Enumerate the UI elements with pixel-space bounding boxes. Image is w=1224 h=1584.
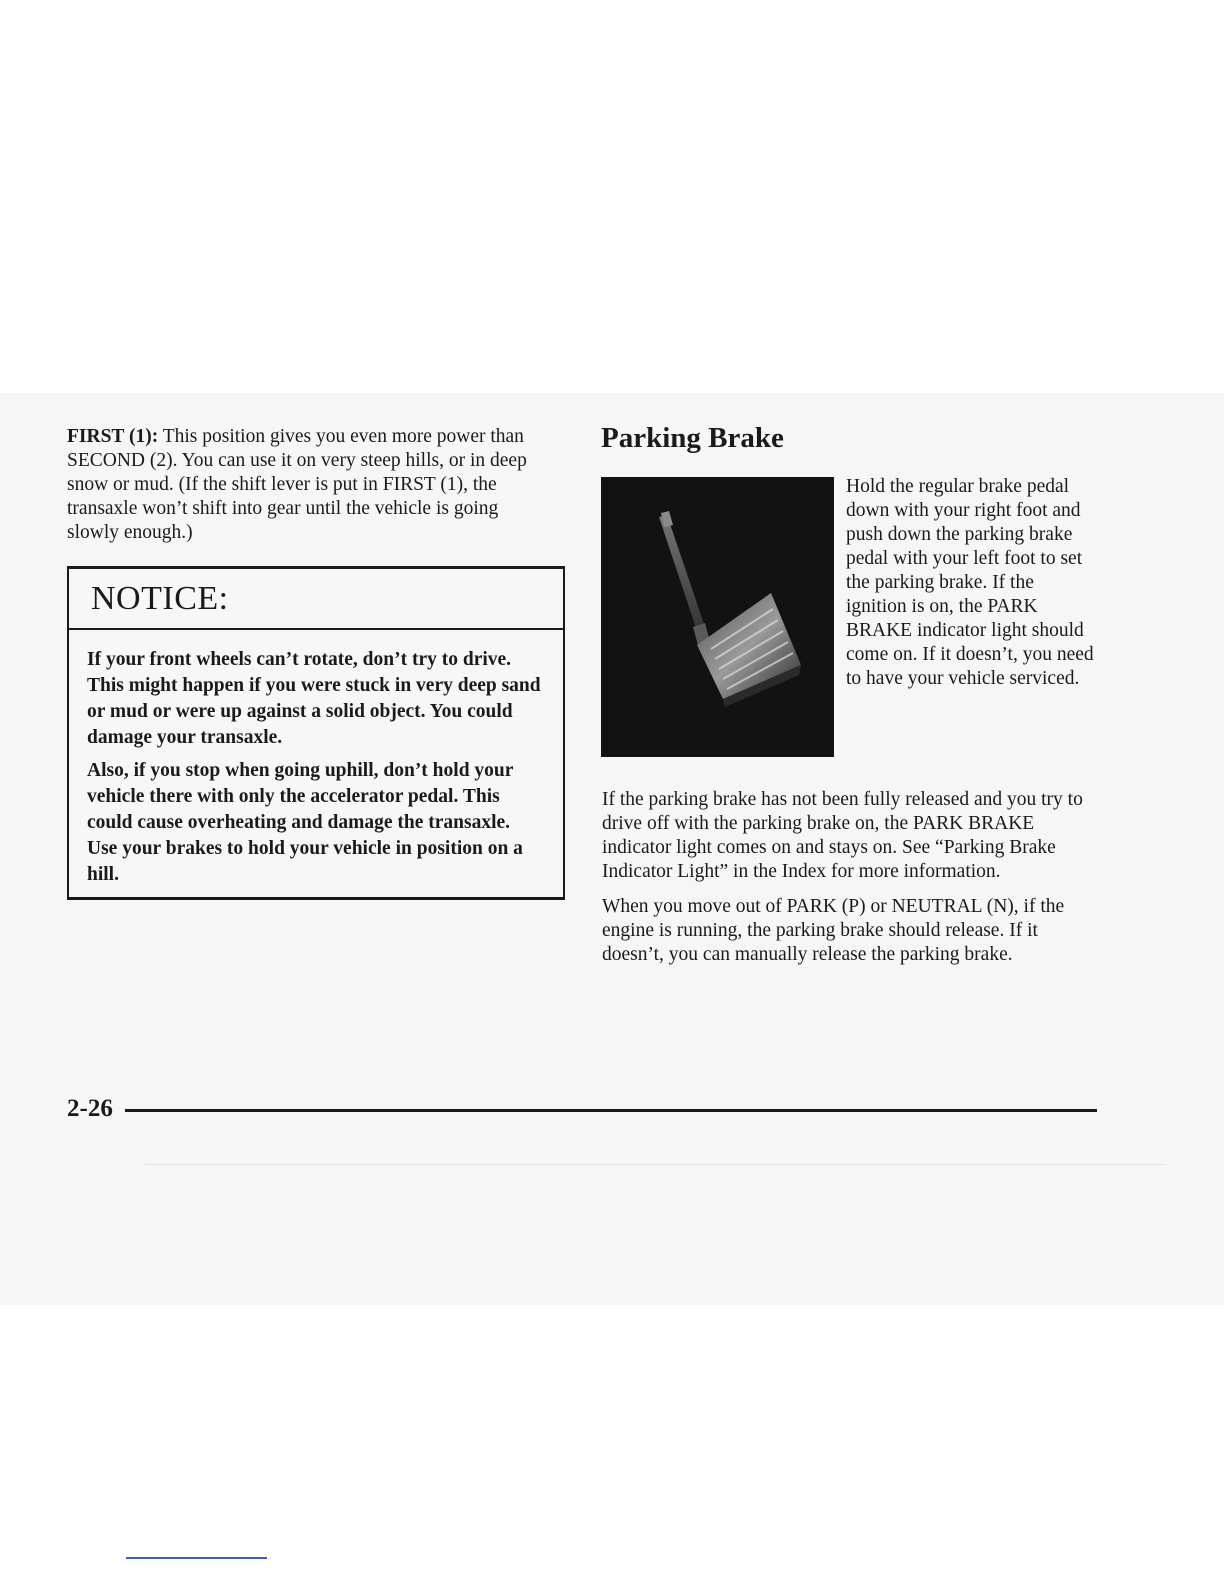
- faint-scan-line: [145, 1164, 1165, 1165]
- page-number: 2-26: [67, 1095, 113, 1122]
- bottom-link-underline: [126, 1557, 267, 1559]
- first-position-text: This position gives you even more power than SECOND (2). You can use it on very steep hills, or in deep snow or mud. (If the shift lever is put in FIRST (1), the transaxle won’t shift into gear until the vehicle is going slowly enough.): [67, 426, 527, 543]
- parking-brake-pedal-photo: [601, 477, 834, 757]
- notice-header: [69, 569, 563, 630]
- notice-paragraph-1: If your front wheels can’t rotate, don’t try to drive. This might happen if you were stuck in very deep sand or mud or were up against a solid object. You could damage your transaxle.: [87, 649, 541, 748]
- notice-title: NOTICE:: [91, 579, 229, 617]
- notice-box: [67, 566, 565, 900]
- parking-brake-paragraph-1: If the parking brake has not been fully released and you try to drive off with the parking brake on, the PARK BRAKE indicator light comes on and stays on. See “Parking Brake Indicator Light” in the Index for more information.: [602, 789, 1083, 882]
- section-title: Parking Brake: [601, 422, 784, 454]
- parking-brake-paragraphs: [602, 788, 1102, 978]
- footer-divider: [125, 1109, 1097, 1112]
- parking-brake-pedal-illustration: [601, 477, 834, 757]
- left-column: [67, 425, 547, 545]
- notice-paragraph-2: Also, if you stop when going uphill, don’t hold your vehicle there with only the accelerator pedal. This could cause overheating and damage the transaxle. Use your brakes to hold your vehicle in position on a hill.: [87, 760, 523, 885]
- first-position-paragraph: [67, 425, 547, 545]
- parking-brake-paragraph-2: When you move out of PARK (P) or NEUTRAL (N), if the engine is running, the parking brake should release. If it doesn’t, you can manually release the parking brake.: [602, 896, 1065, 965]
- first-position-label: FIRST (1):: [67, 426, 159, 447]
- parking-brake-instructions: Hold the regular brake pedal down with your right foot and push down the parking brake pedal with your left foot to set the parking brake. If the ignition is on, the PARK BRAKE indicator light should come on. If it doesn’t, you need to have your vehicle serviced.: [846, 476, 1094, 689]
- right-column: [601, 418, 1101, 458]
- notice-body: [69, 630, 563, 888]
